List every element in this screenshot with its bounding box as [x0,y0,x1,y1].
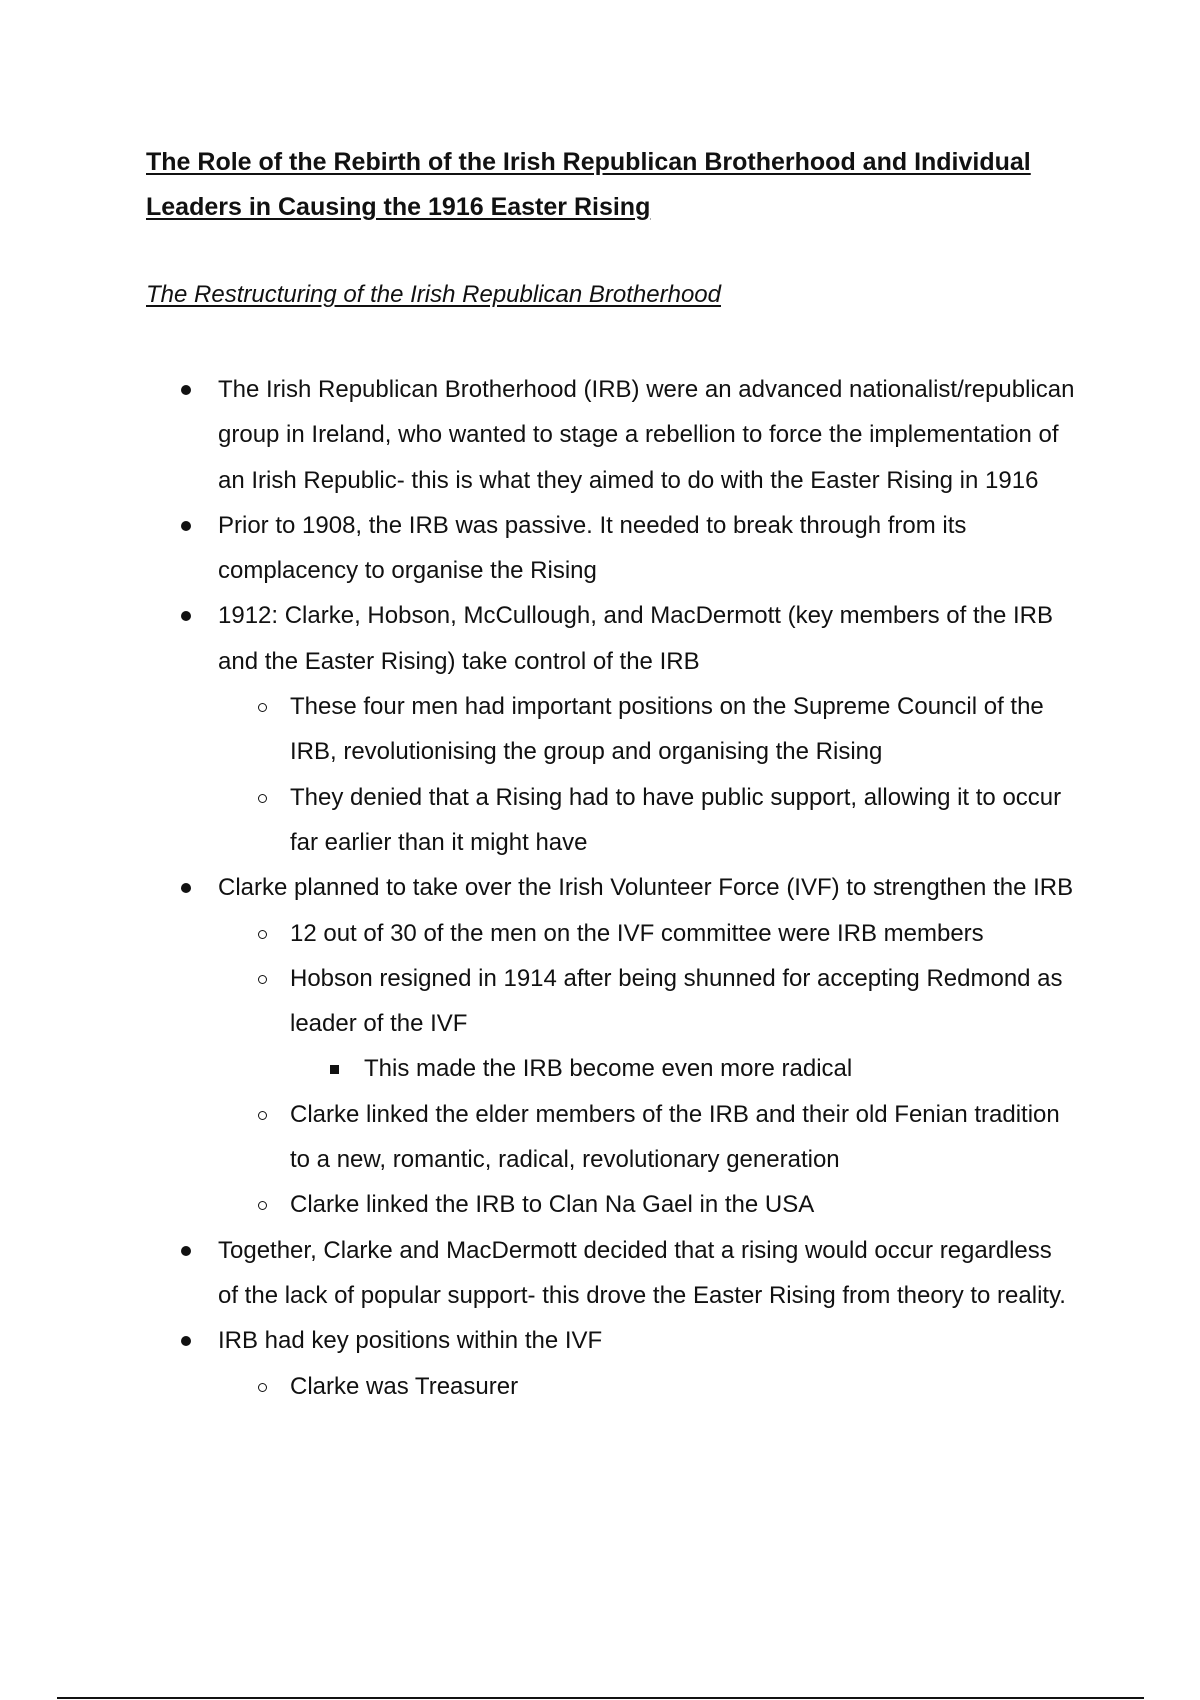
hollow-circle-bullet-icon [258,930,267,939]
list-item-text: Clarke linked the elder members of the IRB and their old Fenian tradition to a new, romantic, radical, revolutionary generation [290,1100,1060,1174]
list-item [290,1182,1080,1227]
hollow-circle-bullet-icon [258,1111,267,1120]
hollow-circle-bullet-icon [258,1383,267,1392]
square-bullet-icon [330,1065,339,1074]
list-item-text: 12 out of 30 of the men on the IVF committee were IRB members [290,919,984,947]
section-heading: The Restructuring of the Irish Republican Brotherhood [146,281,721,308]
list-item [218,1318,1078,1363]
list-item-text: This made the IRB become even more radical [364,1055,853,1083]
list-item [218,367,1078,503]
bullet-list [0,367,1200,1409]
list-item [290,775,1080,866]
list-item-text: Prior to 1908, the IRB was passive. It needed to break through from its complacency to organise the Rising [218,511,967,585]
filled-circle-bullet-icon [181,385,191,395]
hollow-circle-bullet-icon [258,794,267,803]
list-item [218,1228,1078,1319]
list-item [218,503,1078,594]
hollow-circle-bullet-icon [258,975,267,984]
footer-divider [57,1697,1144,1699]
filled-circle-bullet-icon [181,1246,191,1256]
list-item-text: Clarke linked the IRB to Clan Na Gael in the USA [290,1191,815,1219]
list-item-text: Hobson resigned in 1914 after being shunned for accepting Redmond as leader of the IVF [290,964,1063,1038]
filled-circle-bullet-icon [181,883,191,893]
list-item [290,956,1080,1047]
hollow-circle-bullet-icon [258,1201,267,1210]
hollow-circle-bullet-icon [258,703,267,712]
filled-circle-bullet-icon [181,611,191,621]
filled-circle-bullet-icon [181,521,191,531]
list-item-text: The Irish Republican Brotherhood (IRB) were an advanced nationalist/republican group in Ireland, who wanted to stage a rebellion to force the implementation of an Irish Republic- this is what they aimed to do with the Easter Rising in 1916 [218,376,1075,494]
document-title: The Role of the Rebirth of the Irish Republican Brotherhood and Individual Leaders in Causing the 1916 Easter Rising [146,148,1031,221]
list-item [218,865,1078,910]
list-item-text: Clarke was Treasurer [290,1372,519,1400]
list-item-text: IRB had key positions within the IVF [218,1327,603,1355]
list-item [218,593,1078,684]
list-item-text: 1912: Clarke, Hobson, McCullough, and MacDermott (key members of the IRB and the Easter Rising) take control of the IRB [218,602,1054,675]
filled-circle-bullet-icon [181,1336,191,1346]
list-item [290,684,1080,775]
list-item [290,1364,1080,1409]
list-item [364,1046,1080,1091]
list-item-text: Together, Clarke and MacDermott decided that a rising would occur regardless of the lack of popular support- this drove the Easter Rising from theory to reality. [218,1236,1066,1309]
list-item-text: Clarke planned to take over the Irish Volunteer Force (IVF) to strengthen the IRB [218,874,1074,902]
list-item [290,911,1080,956]
list-item [290,1092,1080,1183]
list-item-text: They denied that a Rising had to have public support, allowing it to occur far earlier than it might have [290,783,1062,856]
list-item-text: These four men had important positions on the Supreme Council of the IRB, revolutionising the group and organising the Rising [290,693,1044,766]
